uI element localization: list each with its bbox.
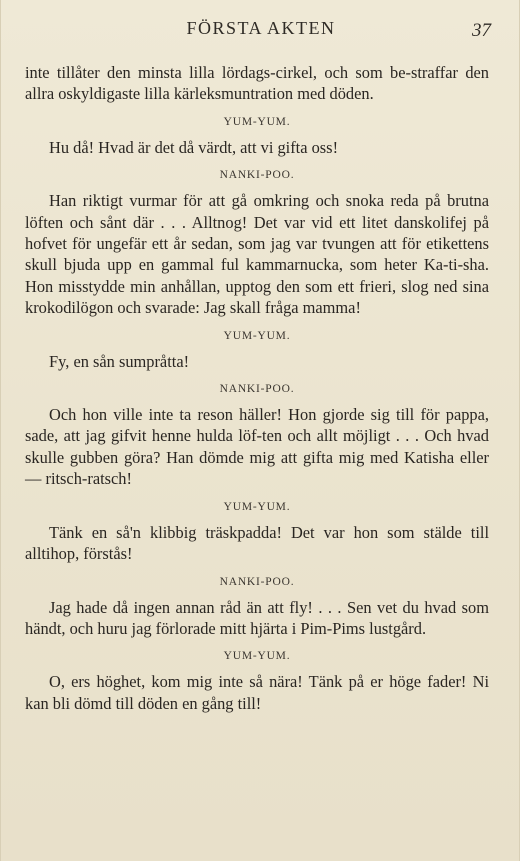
paragraph: Fy, en sån sumpråtta! bbox=[49, 351, 190, 371]
paragraph: Tänk en så'n klibbig träskpadda! Det var hon som stälde till alltihop, förstås! bbox=[25, 522, 489, 564]
speaker-name: NANKI-POO. bbox=[219, 383, 295, 396]
speaker-name: YUM-YUM. bbox=[223, 500, 291, 513]
dialogue-body bbox=[25, 62, 489, 714]
paragraph: O, ers höghet, kom mig inte så nära! Tänk på er höge fader! Ni kan bli dömd till döden en gång till! bbox=[25, 672, 489, 713]
speaker-name: NANKI-POO. bbox=[219, 575, 295, 588]
paragraph: Han riktigt vurmar för att gå omkring och snoka reda på brutna löften och sånt där . . . Alltnog! Det var vid ett litet danskolifej på hofvet för ungefär ett år sedan, som jag var tvungen att för etikettens skull bjuda upp en gammal ful kammarnucka, som heter Ka-ti-sha. Hon misstydde min anhållan, upptog den som ett frieri, slog ned sina krokodilögon och svarade: Jag skall fråga mamma! bbox=[25, 191, 489, 318]
paragraph: inte tillåter den minsta lilla lördags-cirkel, och som be-straffar den allra oskyldigaste lilla kärleksmuntration med döden. bbox=[25, 63, 489, 104]
speaker-name: YUM-YUM. bbox=[223, 329, 291, 342]
speaker-name: YUM-YUM. bbox=[223, 115, 291, 128]
paragraph: Hu då! Hvad är det då värdt, att vi gifta oss! bbox=[49, 137, 339, 157]
speaker-name: YUM-YUM. bbox=[223, 650, 291, 663]
paragraph: Jag hade då ingen annan råd än att fly! . . . Sen vet du hvad som händt, och huru jag förlorade mitt hjärta i Pim-Pims lustgård. bbox=[25, 597, 489, 638]
speaker-name: NANKI-POO. bbox=[219, 169, 295, 182]
running-title: FÖRSTA AKTEN bbox=[186, 18, 336, 38]
running-head bbox=[1, 14, 520, 44]
page-number: 37 bbox=[472, 20, 491, 41]
paragraph: Och hon ville inte ta reson häller! Hon gjorde sig till för pappa, sade, att jag gifvit henne hulda löf-ten och allt möjligt . . . Och hvad skulle gubben göra? Han dömde mig att gifta mig med Katisha eller — ritsch-ratsch! bbox=[25, 405, 489, 489]
